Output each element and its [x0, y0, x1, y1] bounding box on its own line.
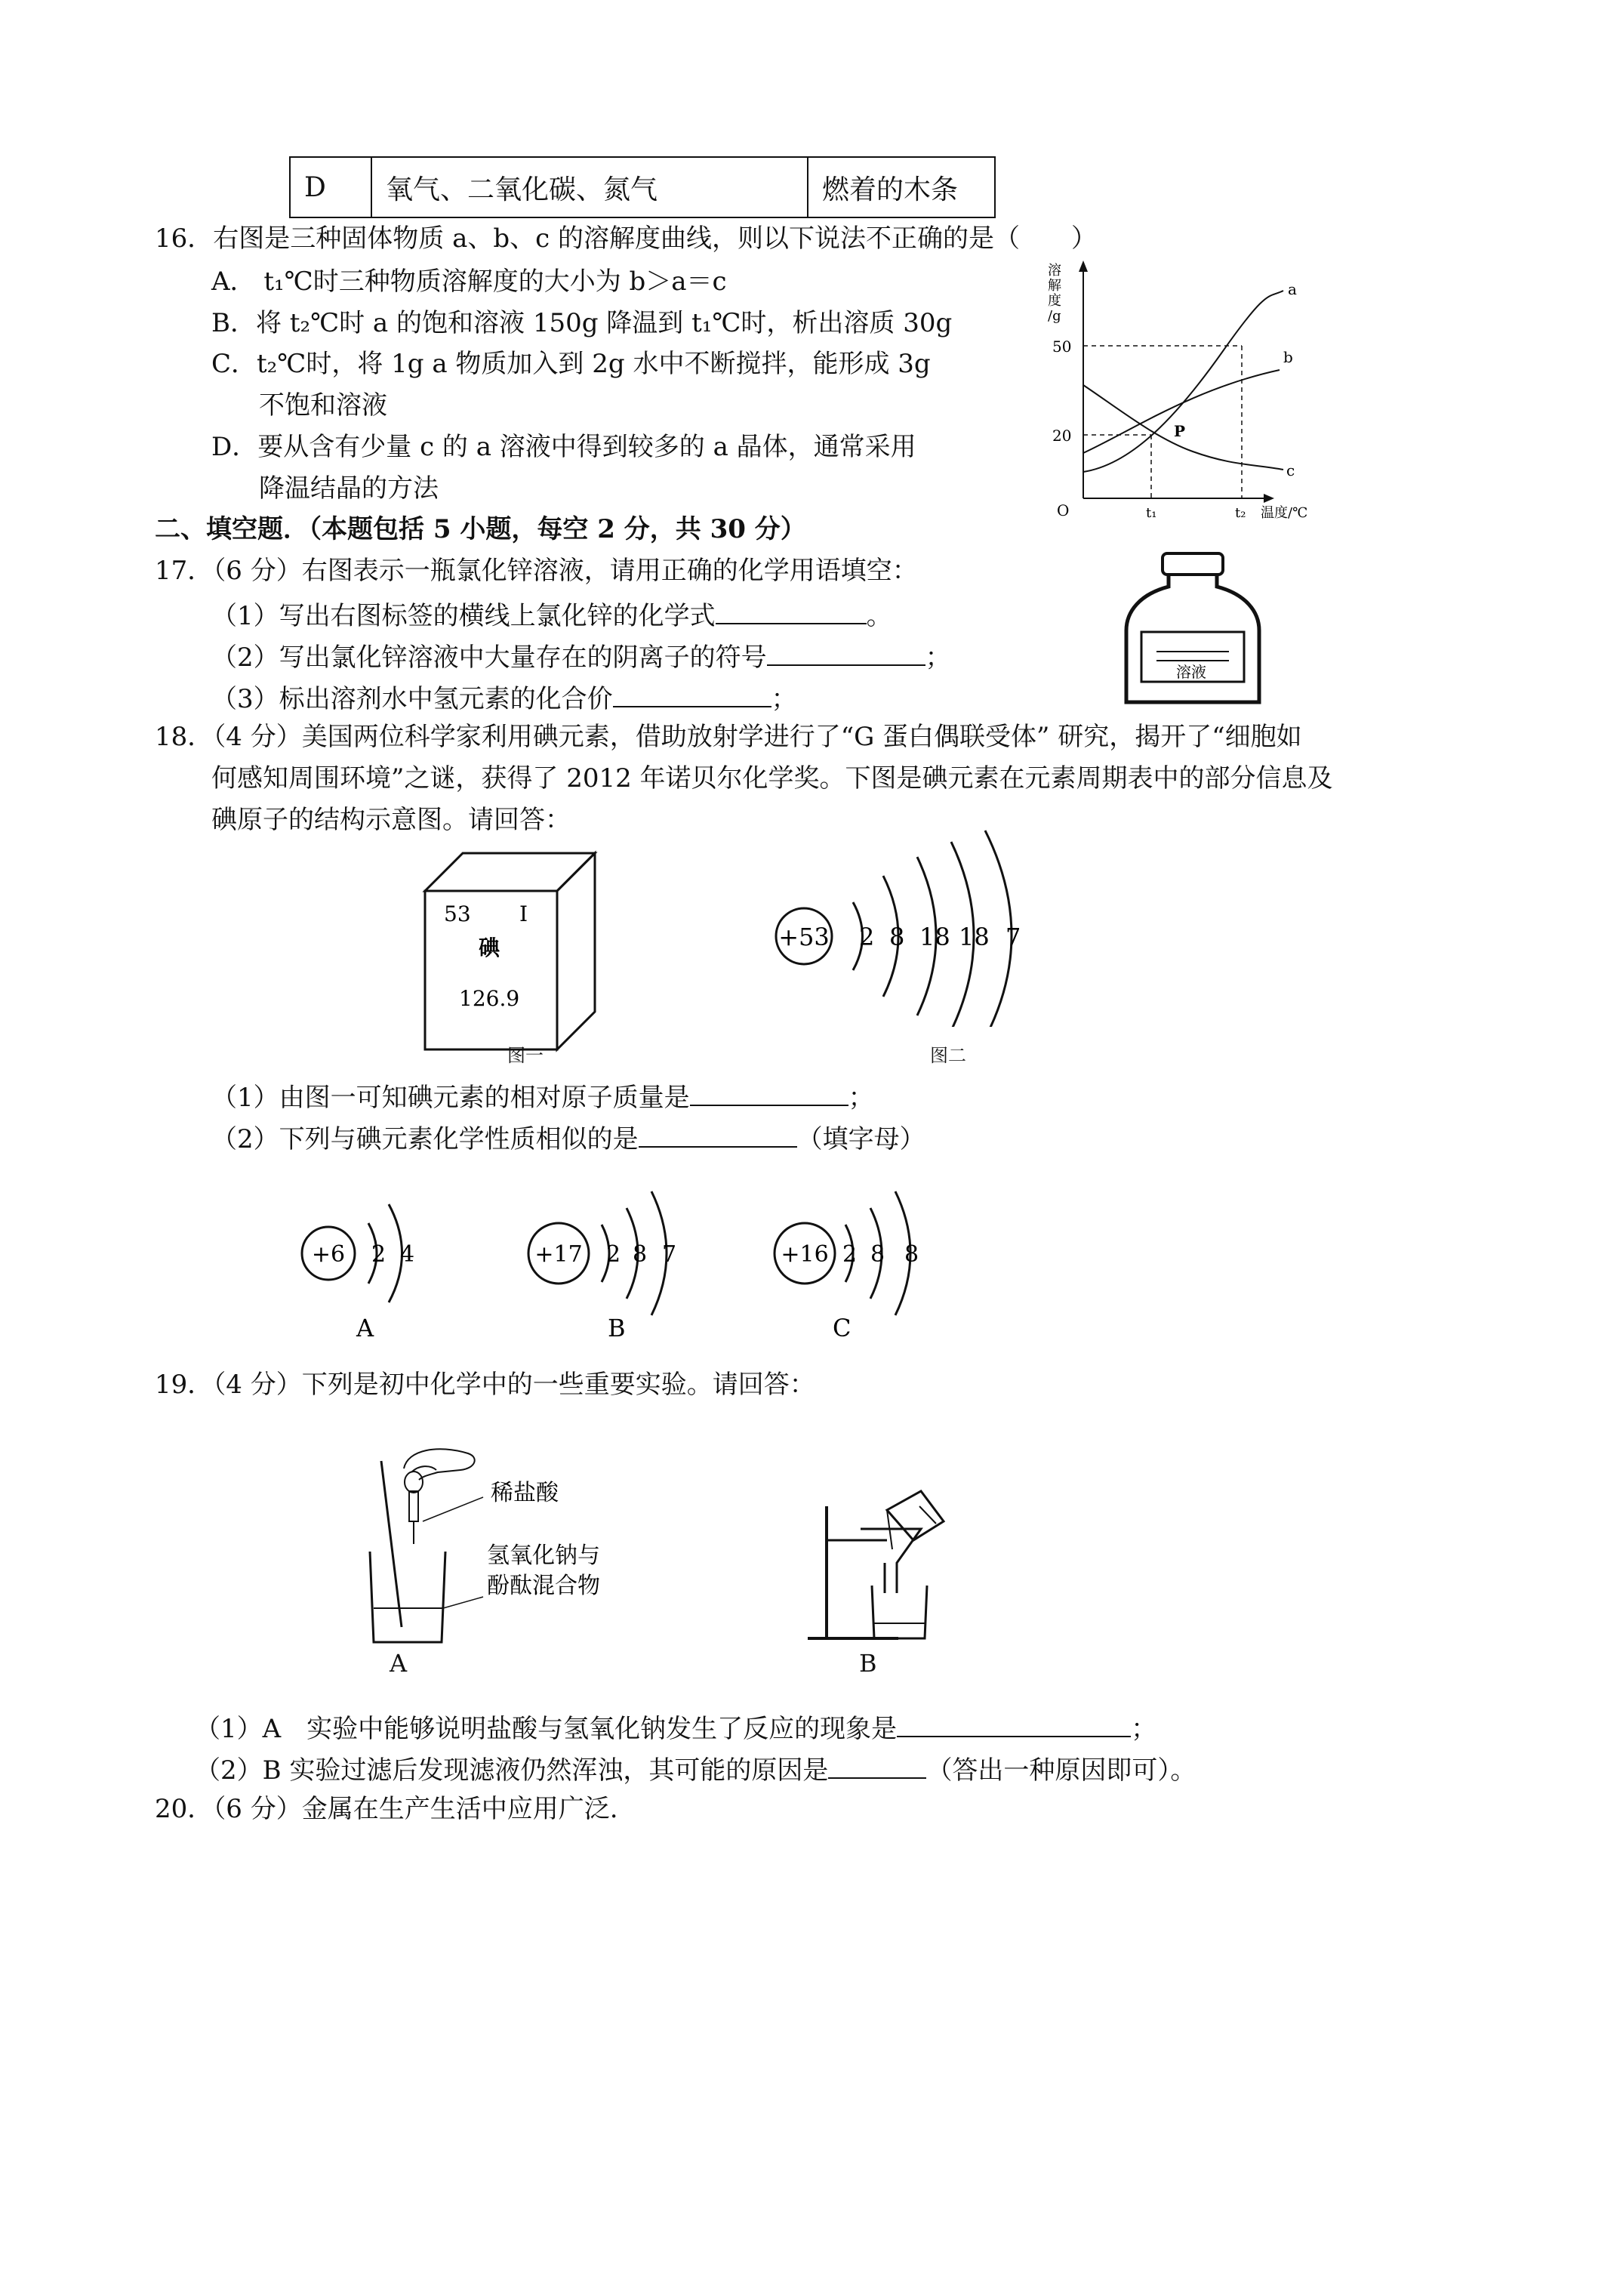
label-mixture-line1: 氢氧化钠与	[487, 1542, 600, 1569]
figure-caption-2: 图二	[930, 1045, 966, 1066]
option-label-c: C	[833, 1314, 852, 1342]
y-tick-20: 20	[1052, 427, 1072, 445]
q20-stem: 20．（6 分）金属在生产生活中应用广泛.	[155, 1794, 618, 1824]
nucleus-charge: +17	[534, 1241, 583, 1268]
y-axis-label: 溶解度/g	[1048, 263, 1061, 324]
curve-label-b: b	[1283, 348, 1293, 366]
punctuation: ；	[1131, 1714, 1157, 1744]
curve-label-c: c	[1286, 461, 1295, 479]
iodine-element-cube	[414, 846, 640, 1065]
answer-blank[interactable]	[897, 1710, 1131, 1737]
answer-blank[interactable]	[639, 1120, 797, 1148]
shell-electrons: 2	[606, 1241, 621, 1268]
shell-electrons: 18	[959, 923, 990, 951]
punctuation: （答出一种原因即可）。	[926, 1755, 1196, 1786]
atomic-number: 53	[444, 901, 471, 926]
shell-electrons: 2	[859, 923, 875, 951]
nucleus-charge: +6	[311, 1241, 346, 1268]
heading-number: 30	[710, 514, 746, 544]
heading-number: 5	[433, 514, 451, 544]
experiment-b-figure	[800, 1487, 996, 1646]
q17-part3-text: （3）标出溶剂水中氢元素的化合价	[211, 684, 613, 714]
option-label-a: A	[356, 1314, 374, 1342]
curve-a	[1083, 291, 1283, 472]
q16-stem: 16．右图是三种固体物质 a、b、c 的溶解度曲线，则以下说法不正确的是（ ）	[155, 223, 1097, 254]
table-row	[290, 157, 995, 217]
punctuation: ；	[925, 643, 951, 673]
curve-b	[1083, 370, 1280, 453]
shell-electrons: 8	[633, 1241, 648, 1268]
shell-electrons: 2	[842, 1241, 858, 1268]
curve-label-a: a	[1288, 280, 1297, 298]
atom-option-b	[517, 1178, 744, 1344]
x-tick-t1: t₁	[1146, 505, 1157, 521]
x-axis-label: 温度/℃	[1261, 505, 1308, 521]
atom-option-a	[287, 1178, 513, 1344]
q17-part2	[211, 639, 951, 673]
table-cell: 燃着的木条	[808, 157, 995, 217]
q16-option-d: D．要从含有少量 c 的 a 溶液中得到较多的 a 晶体，通常采用	[211, 432, 916, 462]
iodine-atom-diagram	[770, 823, 1072, 1027]
figure-label-a: A	[390, 1649, 408, 1678]
q19-part2	[195, 1752, 1196, 1786]
q18-line3: 碘原子的结构示意图。请回答：	[211, 805, 571, 835]
atomic-mass: 126.9	[459, 986, 520, 1011]
q16-option-c: C．t₂℃时，将 1g a 物质加入到 2g 水中不断搅拌，能形成 3g	[211, 349, 931, 379]
punctuation: （填字母）	[796, 1124, 925, 1154]
heading-text: 分，共	[614, 514, 710, 544]
table-cell: 氧气、二氧化碳、氮气	[371, 157, 808, 217]
answer-blank[interactable]	[828, 1752, 926, 1779]
punctuation: ；	[848, 1083, 874, 1113]
element-name: 碘	[479, 935, 500, 960]
q16-option-a: A． t₁℃时三种物质溶解度的大小为 b＞a＝c	[211, 267, 727, 297]
q17-part3	[211, 680, 797, 715]
q16-option-d-cont: 降温结晶的方法	[259, 473, 439, 504]
shell-electrons: 8	[870, 1241, 885, 1268]
solubility-chart	[1042, 257, 1329, 521]
q18-part2	[211, 1120, 925, 1155]
option-table	[289, 156, 996, 218]
y-tick-50: 50	[1052, 337, 1072, 356]
shell-electrons: 2	[371, 1241, 387, 1268]
table-cell: D	[290, 157, 371, 217]
q19-part1-text: （1）A 实验中能够说明盐酸与氢氧化钠发生了反应的现象是	[195, 1714, 898, 1744]
element-symbol: I	[519, 901, 528, 926]
bottle-label: 溶液	[1176, 663, 1206, 681]
shell-electrons: 7	[662, 1241, 677, 1268]
section-heading	[155, 514, 806, 545]
origin-label: O	[1057, 501, 1070, 519]
heading-text: 分）	[745, 514, 806, 544]
option-label-b: B	[608, 1314, 626, 1342]
q18-part2-text: （2）下列与碘元素化学性质相似的是	[211, 1124, 639, 1154]
point-label-p: P	[1174, 422, 1186, 440]
atom-option-c	[761, 1178, 987, 1344]
q18-part1	[211, 1079, 874, 1114]
q18-part1-text: （1）由图一可知碘元素的相对原子质量是	[211, 1083, 690, 1113]
shell-electrons: 8	[889, 923, 905, 951]
heading-text: 二、填空题．（本题包括	[155, 514, 433, 544]
q17-stem: 17．（6 分）右图表示一瓶氯化锌溶液，请用正确的化学用语填空：	[155, 556, 918, 586]
shell-electrons: 8	[904, 1241, 919, 1268]
experiment-a-figure	[347, 1438, 634, 1650]
answer-blank[interactable]	[716, 597, 867, 624]
nucleus-charge: +16	[781, 1241, 829, 1268]
shell-electrons: 7	[1006, 923, 1021, 951]
q19-part1	[195, 1710, 1156, 1745]
q18-line2: 何感知周围环境”之谜，获得了 2012 年诺贝尔化学奖。下图是碘元素在元素周期表中的部分信息及	[211, 763, 1333, 794]
nucleus-charge: +53	[778, 923, 830, 951]
zinc-chloride-bottle	[1110, 547, 1276, 713]
figure-caption-1: 图一	[507, 1045, 544, 1066]
x-tick-t2: t₂	[1235, 505, 1246, 521]
q19-part2-text: （2）B 实验过滤后发现滤液仍然浑浊，其可能的原因是	[195, 1755, 829, 1786]
q19-stem: 19．（4 分）下列是初中化学中的一些重要实验。请回答：	[155, 1370, 815, 1400]
punctuation: ；	[771, 684, 797, 714]
label-dilute-hcl: 稀盐酸	[491, 1480, 559, 1506]
figure-label-b: B	[859, 1649, 877, 1678]
q16-option-b: B．将 t₂℃时 a 的饱和溶液 150g 降温到 t₁℃时，析出溶质 30g	[211, 308, 953, 338]
shell-electrons: 18	[919, 923, 950, 951]
q18-line1: 18．（4 分）美国两位科学家利用碘元素，借助放射学进行了“G 蛋白偶联受体” 研究，揭开了“细胞如	[155, 722, 1302, 752]
label-mixture-line2: 酚酞混合物	[487, 1573, 600, 1599]
shell-electrons: 4	[400, 1241, 415, 1268]
q17-part1-text: （1）写出右图标签的横线上氯化锌的化学式	[211, 601, 716, 631]
punctuation: 。	[866, 601, 892, 631]
q17-part1	[211, 597, 892, 632]
q16-option-c-cont: 不饱和溶液	[259, 390, 387, 421]
answer-blank[interactable]	[690, 1079, 848, 1106]
answer-blank[interactable]	[767, 639, 925, 666]
heading-text: 小题，每空	[451, 514, 598, 544]
answer-blank[interactable]	[613, 680, 771, 707]
q17-part2-text: （2）写出氯化锌溶液中大量存在的阴离子的符号	[211, 643, 767, 673]
heading-number: 2	[597, 514, 615, 544]
